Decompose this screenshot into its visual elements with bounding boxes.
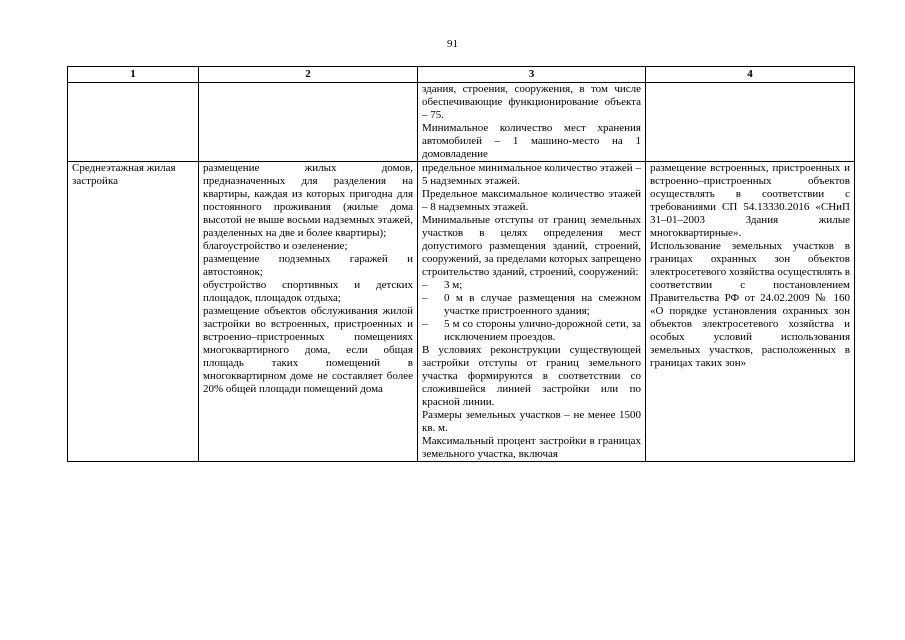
permitted-use-item: размещение жилых домов, предназначенных для разделения на квартиры, каждая из которых пригодна для постоянного проживания (жилые дома высотой не выше восьми надземных этажей, разделенных на две и более квартиры); [203, 162, 413, 239]
permitted-use-item: размещение объектов обслуживания жилой застройки во встроенных, пристроенных и встроенно–пристроенных помещениях многоквартирного дома, если общая площадь таких помещений в многоквартирном доме не составляет более 20% общей площади помещений дома [203, 305, 413, 395]
continuation-cell-3 [418, 83, 646, 162]
page-number: 91 [447, 38, 458, 50]
continuation-cell-2 [199, 83, 418, 162]
setback-text: 3 м; [444, 279, 463, 291]
restriction-text: размещение встроенных, пристроенных и встроенно–пристроенных объектов осуществлять в соответствии с требованиями СП 54.13330.2016 «СНиП 31–01–2003 Здания жилые многоквартирные». [650, 162, 850, 239]
continuation-text: здания, строения, сооружения, в том числе обеспечивающие функционирование объекта – 75. [422, 83, 641, 121]
setback-text: 0 м в случае размещения на смежном участке пристроенного здания; [444, 292, 641, 317]
parameter-text: Минимальные отступы от границ земельных участков в целях определения мест допустимого размещения зданий, строений, сооружений, за пределами которых запрещено строительство зданий, строений, сооружений: [422, 214, 641, 278]
permitted-use-item: размещение подземных гаражей и автостоянок; [203, 253, 413, 278]
setback-item [422, 318, 641, 344]
parking-requirement: Минимальное количество мест хранения автомобилей – 1 машино-место на 1 домовладение [422, 122, 641, 160]
dash-marker: – [422, 279, 428, 291]
dash-marker: – [422, 292, 428, 304]
permitted-use-item: обустройство спортивных и детских площадок, площадок отдыха; [203, 279, 413, 304]
continuation-cell-4 [646, 83, 855, 162]
column-header-2: 2 [199, 67, 418, 83]
setback-item [422, 292, 641, 318]
column-header-1: 1 [68, 67, 199, 83]
header-row [68, 67, 855, 83]
parameter-text: Максимальный процент застройки в границах земельного участка, включая [422, 435, 641, 460]
parameter-text: Размеры земельных участков – не менее 1500 кв. м. [422, 409, 641, 434]
restriction-text: Использование земельных участков в границах охранных зон объектов электросетевого хозяйства осуществлять в соответствии с постановлением Правительства РФ от 24.02.2009 № 160 «О порядке установления охранных зон объектов электросетевого хозяйства и особых условий использования земельных участков, расположенных в границах таких зон» [650, 240, 850, 369]
parameters-cell [418, 162, 646, 462]
restrictions-cell [646, 162, 855, 462]
column-header-3: 3 [418, 67, 646, 83]
continuation-cell-1 [68, 83, 199, 162]
setback-text: 5 м со стороны улично-дорожной сети, за исключением проездов. [444, 318, 641, 343]
setback-list [422, 279, 641, 344]
continuation-row [68, 83, 855, 162]
table-row-mid-rise-housing [68, 162, 855, 462]
dash-marker: – [422, 318, 428, 330]
setback-item [422, 279, 641, 292]
land-use-type: Среднеэтажная жилая застройка [68, 162, 199, 462]
permitted-use-item: благоустройство и озеленение; [203, 240, 348, 252]
parameter-text: В условиях реконструкции существующей застройки отступы от границ земельного участка формируются в соответствии со сложившейся линией застройки или по красной линии. [422, 344, 641, 408]
permitted-uses-cell [199, 162, 418, 462]
column-header-4: 4 [646, 67, 855, 83]
parameter-text: Предельное максимальное количество этажей – 8 надземных этажей. [422, 188, 641, 213]
parameter-text: предельное минимальное количество этажей – 5 надземных этажей. [422, 162, 641, 187]
regulations-table [67, 66, 855, 462]
